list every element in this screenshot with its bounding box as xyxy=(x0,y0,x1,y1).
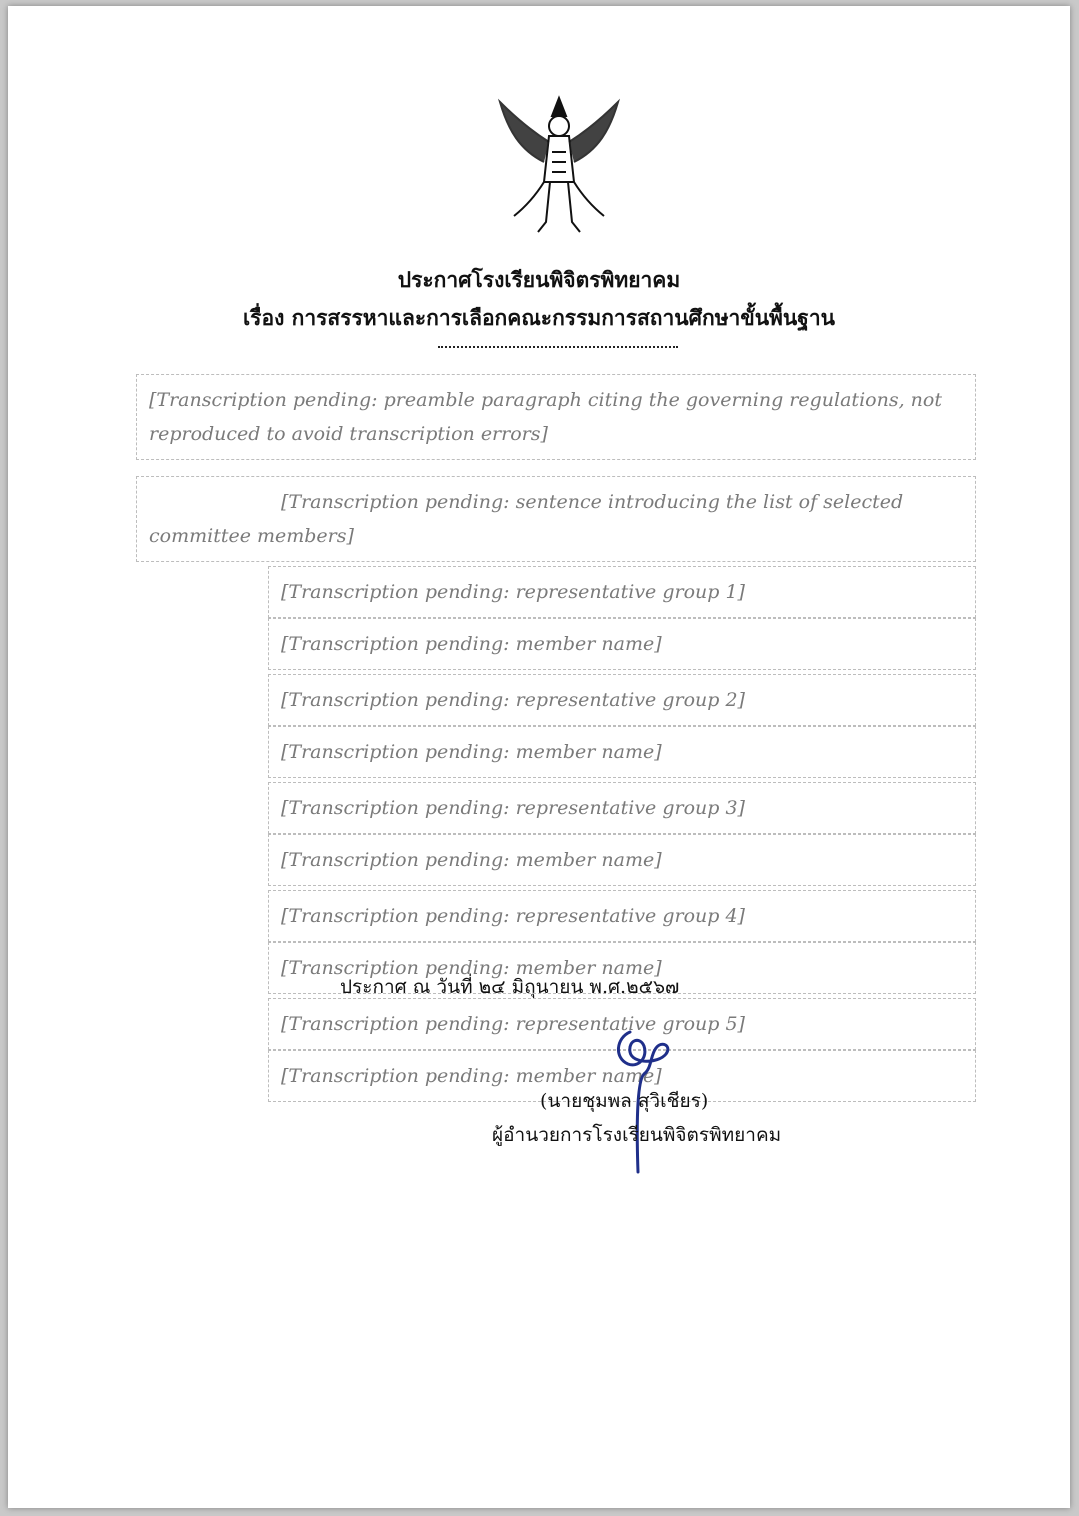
separator-dotted-line xyxy=(438,346,678,348)
group-5-member: [Transcription pending: member name] xyxy=(268,1050,976,1102)
announcement-title: ประกาศโรงเรียนพิจิตรพิทยาคม xyxy=(397,267,681,292)
group-2-member: [Transcription pending: member name] xyxy=(268,726,976,778)
group-4-member: [Transcription pending: member name] xyxy=(268,942,976,994)
group-1 xyxy=(268,566,976,670)
group-3 xyxy=(268,782,976,886)
signatory-position: ผู้อำนวยการโรงเรียนพิจิตรพิทยาคม xyxy=(492,1124,782,1146)
preamble-paragraph: [Transcription pending: preamble paragraph citing the governing regulations, not reproduced to avoid transcription errors] xyxy=(136,374,976,460)
announcement-date: ประกาศ ณ วันที่ ๒๔ มิถุนายน พ.ศ.๒๕๖๗ xyxy=(340,976,680,998)
group-5-heading: [Transcription pending: representative group 5] xyxy=(268,998,976,1050)
group-3-heading: [Transcription pending: representative group 3] xyxy=(268,782,976,834)
group-4-heading: [Transcription pending: representative group 4] xyxy=(268,890,976,942)
document-sheet xyxy=(8,6,1070,1508)
announcement-subject: เรื่อง การสรรหาและการเลือกคณะกรรมการสถานศึกษาขั้นพื้นฐาน xyxy=(243,305,835,330)
group-3-member: [Transcription pending: member name] xyxy=(268,834,976,886)
lead-paragraph: [Transcription pending: sentence introducing the list of selected committee members] xyxy=(136,476,976,562)
signatory-name: (นายชุมพล สุวิเชียร) xyxy=(540,1090,709,1112)
group-1-member: [Transcription pending: member name] xyxy=(268,618,976,670)
group-1-heading: [Transcription pending: representative group 1] xyxy=(268,566,976,618)
group-2-heading: [Transcription pending: representative group 2] xyxy=(268,674,976,726)
group-2 xyxy=(268,674,976,778)
garuda-emblem-icon xyxy=(494,90,624,240)
